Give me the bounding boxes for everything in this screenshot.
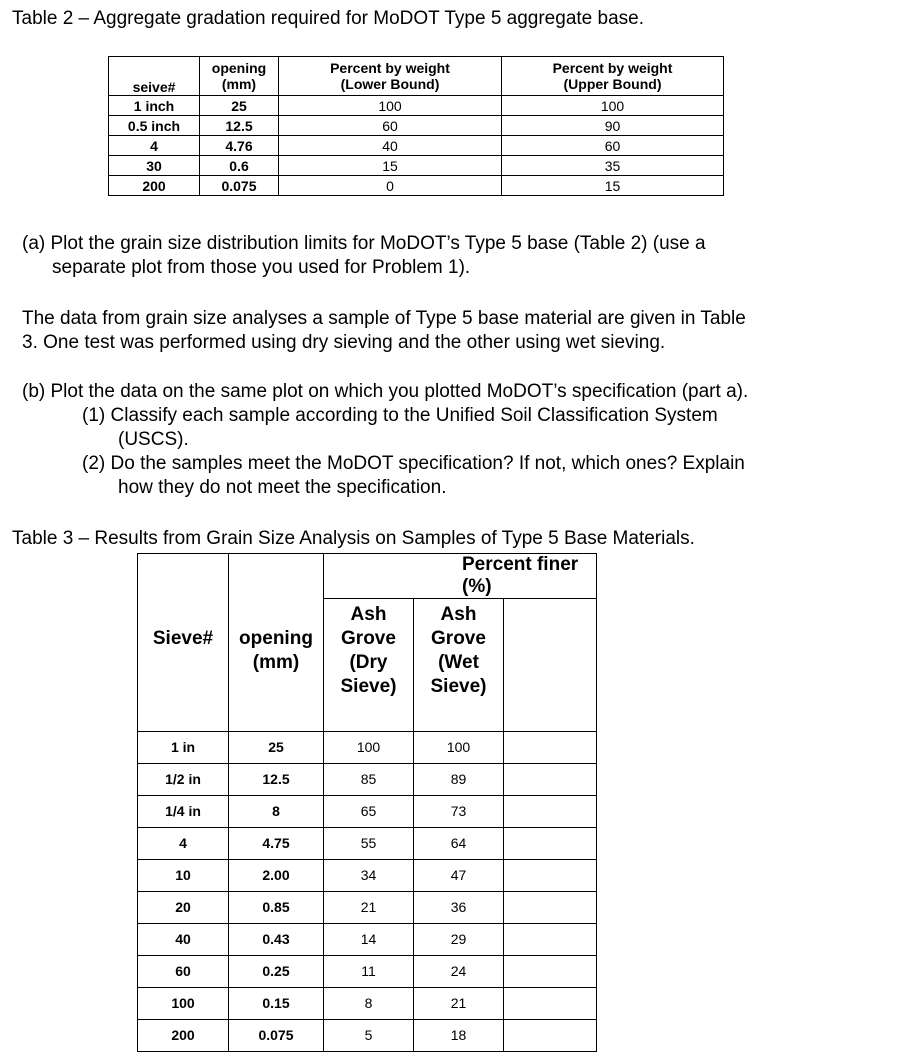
table-row (138, 827, 597, 859)
table3-cell-wet: 29 (414, 923, 504, 955)
table3-cell-dry: 5 (324, 1019, 414, 1051)
table3-cell-wet: 24 (414, 955, 504, 987)
table3 (137, 553, 597, 1052)
table2-cell-opening: 4.76 (200, 136, 279, 156)
table3-cell-opening: 12.5 (229, 763, 324, 795)
table-row (138, 795, 597, 827)
table3-cell-opening: 4.75 (229, 827, 324, 859)
table3-cell-dry: 14 (324, 923, 414, 955)
data-intro-paragraph (22, 307, 746, 355)
table3-cell-blank (504, 987, 597, 1019)
table3-cell-opening: 2.00 (229, 859, 324, 891)
table2-cell-upper: 100 (502, 96, 724, 116)
table3-caption: Table 3 – Results from Grain Size Analysis on Samples of Type 5 Base Materials. (12, 528, 695, 549)
table3-header-blank (229, 554, 324, 599)
table2-cell-opening: 0.075 (200, 176, 279, 196)
table3-cell-wet: 36 (414, 891, 504, 923)
table3-cell-sieve: 200 (138, 1019, 229, 1051)
table-row (138, 891, 597, 923)
table3-cell-opening: 0.85 (229, 891, 324, 923)
table3-cell-wet: 64 (414, 827, 504, 859)
table3-cell-dry: 65 (324, 795, 414, 827)
table3-cell-dry: 11 (324, 955, 414, 987)
table2-cell-sieve: 30 (109, 156, 200, 176)
question-b2-line2: how they do not meet the specification. (118, 477, 447, 498)
table2-header-opening: opening (mm) (200, 57, 279, 96)
table3-cell-wet: 47 (414, 859, 504, 891)
table-row (138, 731, 597, 763)
table-row (138, 955, 597, 987)
table-row (109, 96, 724, 116)
table-row (138, 987, 597, 1019)
table3-header-sieve: Sieve# (138, 599, 229, 732)
table3-cell-dry: 100 (324, 731, 414, 763)
table3-cell-sieve: 10 (138, 859, 229, 891)
table3-cell-dry: 55 (324, 827, 414, 859)
table2-header-upper: Percent by weight (Upper Bound) (502, 57, 724, 96)
table3-cell-dry: 8 (324, 987, 414, 1019)
table3-cell-blank (504, 763, 597, 795)
table3-header-row-2 (138, 599, 597, 732)
table2-header-sieve: seive# (109, 57, 200, 96)
question-a-line2: separate plot from those you used for Problem 1). (52, 257, 471, 278)
table3-cell-sieve: 40 (138, 923, 229, 955)
table2-cell-lower: 15 (279, 156, 502, 176)
table3-cell-blank (504, 795, 597, 827)
table3-cell-opening: 0.075 (229, 1019, 324, 1051)
table3-cell-opening: 0.43 (229, 923, 324, 955)
table2-caption: Table 2 – Aggregate gradation required for MoDOT Type 5 aggregate base. (12, 8, 644, 29)
table3-cell-dry: 85 (324, 763, 414, 795)
table2-cell-opening: 12.5 (200, 116, 279, 136)
table3-cell-wet: 100 (414, 731, 504, 763)
intro-line1: The data from grain size analyses a sample of Type 5 base material are given in Table (22, 308, 746, 329)
table-row (138, 859, 597, 891)
table3-header-blank (504, 599, 597, 732)
table3-header-opening: opening (mm) (229, 599, 324, 732)
table3-header-percent-finer: Percent finer (%) (324, 554, 597, 599)
table2-cell-lower: 40 (279, 136, 502, 156)
table3-cell-dry: 21 (324, 891, 414, 923)
table3-cell-sieve: 1 in (138, 731, 229, 763)
table3-cell-blank (504, 731, 597, 763)
table3-cell-sieve: 20 (138, 891, 229, 923)
table3-cell-blank (504, 891, 597, 923)
table3-cell-sieve: 1/4 in (138, 795, 229, 827)
table2 (108, 56, 724, 196)
table3-cell-wet: 21 (414, 987, 504, 1019)
table2-cell-sieve: 1 inch (109, 96, 200, 116)
table2-cell-lower: 0 (279, 176, 502, 196)
table3-cell-blank (504, 955, 597, 987)
table-row (109, 176, 724, 196)
table2-cell-upper: 35 (502, 156, 724, 176)
table2-cell-sieve: 0.5 inch (109, 116, 200, 136)
question-a (22, 232, 706, 280)
table3-cell-opening: 8 (229, 795, 324, 827)
table2-cell-lower: 60 (279, 116, 502, 136)
question-b2-line1: (2) Do the samples meet the MoDOT specification? If not, which ones? Explain (82, 453, 745, 474)
table2-cell-sieve: 200 (109, 176, 200, 196)
table2-cell-upper: 60 (502, 136, 724, 156)
table3-cell-wet: 89 (414, 763, 504, 795)
question-b-line1: (b) Plot the data on the same plot on which you plotted MoDOT’s specification (part a). (22, 381, 749, 402)
table3-cell-opening: 0.15 (229, 987, 324, 1019)
table3-cell-blank (504, 923, 597, 955)
table3-cell-blank (504, 859, 597, 891)
table3-header-wet: Ash Grove (Wet Sieve) (414, 599, 504, 732)
table3-cell-dry: 34 (324, 859, 414, 891)
table2-header-lower: Percent by weight (Lower Bound) (279, 57, 502, 96)
table3-cell-wet: 73 (414, 795, 504, 827)
table3-cell-wet: 18 (414, 1019, 504, 1051)
table3-cell-blank (504, 827, 597, 859)
table-row (138, 763, 597, 795)
table2-cell-sieve: 4 (109, 136, 200, 156)
question-b1-line1: (1) Classify each sample according to the Unified Soil Classification System (82, 405, 718, 426)
table3-cell-sieve: 60 (138, 955, 229, 987)
table2-cell-opening: 0.6 (200, 156, 279, 176)
table2-cell-upper: 90 (502, 116, 724, 136)
table3-header-blank (138, 554, 229, 599)
table2-cell-opening: 25 (200, 96, 279, 116)
table-row (109, 156, 724, 176)
table3-cell-opening: 25 (229, 731, 324, 763)
table3-cell-sieve: 1/2 in (138, 763, 229, 795)
table3-header-row-1 (138, 554, 597, 599)
table2-cell-lower: 100 (279, 96, 502, 116)
question-b1-line2: (USCS). (118, 429, 189, 450)
table-row (138, 923, 597, 955)
question-a-line1: (a) Plot the grain size distribution limits for MoDOT’s Type 5 base (Table 2) (use a (22, 233, 706, 254)
table-row (109, 116, 724, 136)
table-row (109, 136, 724, 156)
table2-header-row (109, 57, 724, 96)
intro-line2: 3. One test was performed using dry sieving and the other using wet sieving. (22, 332, 666, 353)
table3-cell-sieve: 100 (138, 987, 229, 1019)
question-b (22, 380, 748, 500)
table3-header-dry: Ash Grove (Dry Sieve) (324, 599, 414, 732)
table3-cell-sieve: 4 (138, 827, 229, 859)
table2-cell-upper: 15 (502, 176, 724, 196)
table3-cell-opening: 0.25 (229, 955, 324, 987)
